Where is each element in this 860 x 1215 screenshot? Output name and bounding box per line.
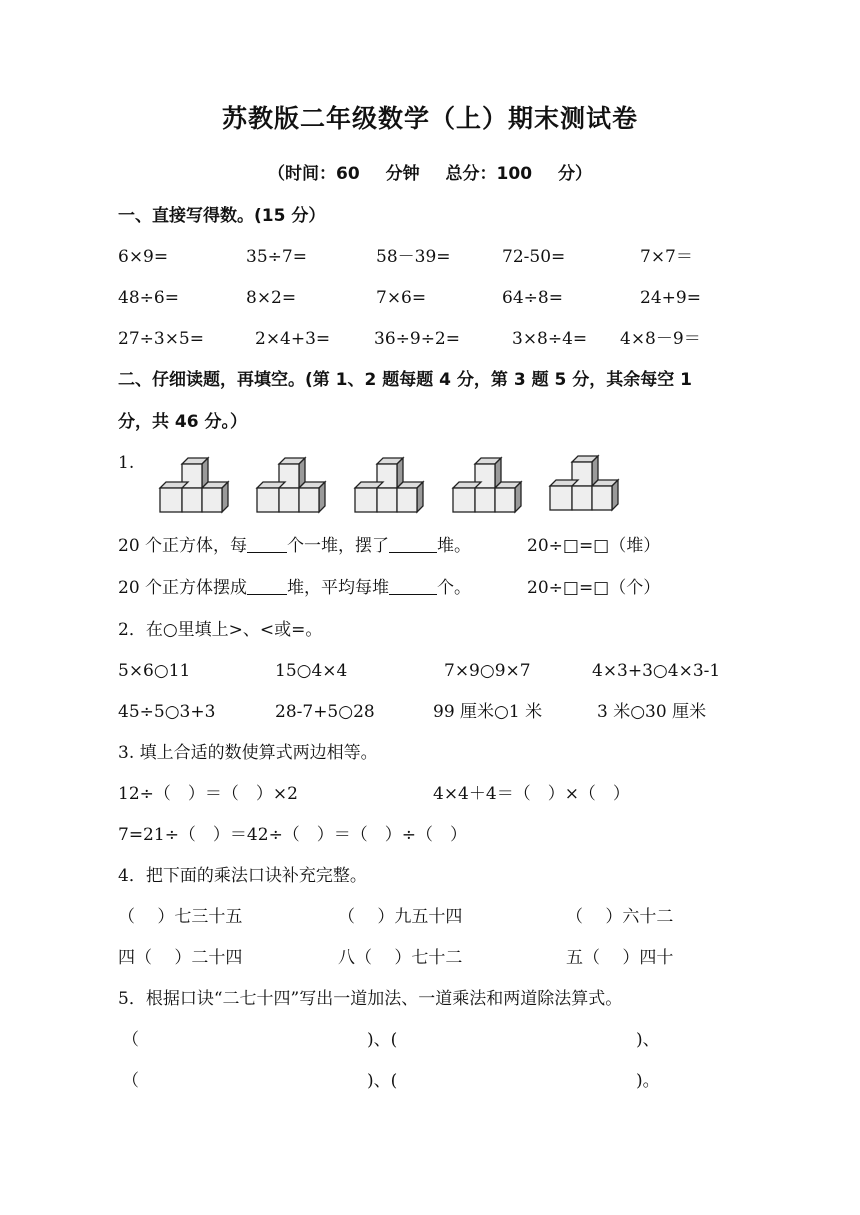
equation-fill: 4×4＋4＝（ ）×（ ） <box>433 784 630 804</box>
question-4-title: 4．把下面的乘法口诀补充完整。 <box>118 866 367 886</box>
section-2-heading-cont: 分，共 46 分。） <box>118 412 247 432</box>
answer-paren: )、 <box>636 1030 660 1050</box>
cube-piles-figure <box>158 452 628 516</box>
cube-pile <box>257 458 325 512</box>
page-title: 苏教版二年级数学（上）期末测试卷 <box>221 104 638 133</box>
answer-paren: )、( <box>367 1071 398 1091</box>
multiplication-rhyme: 四（ ）二十四 <box>118 948 243 968</box>
equation-fill: 12÷（ ）＝（ ）×2 <box>118 784 298 804</box>
calc-item: 7×7＝ <box>640 247 693 267</box>
exam-info: （时间：60 分钟 总分：100 分） <box>268 164 592 184</box>
calc-item: 35÷7= <box>246 247 307 267</box>
cube-pile <box>160 458 228 512</box>
multiplication-rhyme: （ ）七三十五 <box>118 907 243 927</box>
calc-item: 36÷9÷2= <box>374 329 460 349</box>
compare-item: 15○4×4 <box>275 661 348 681</box>
compare-item: 3 米○30 厘米 <box>597 702 707 722</box>
multiplication-rhyme: （ ）九五十四 <box>338 907 463 927</box>
cube-pile <box>355 458 423 512</box>
cube-pile <box>550 456 618 510</box>
multiplication-rhyme: 八（ ）七十二 <box>338 948 463 968</box>
calc-item: 48÷6= <box>118 288 179 308</box>
question-3-title: 3. 填上合适的数使算式两边相等。 <box>118 743 378 763</box>
compare-item: 99 厘米○1 米 <box>433 702 543 722</box>
answer-blank[interactable] <box>389 580 437 595</box>
section-2-heading: 二、仔细读题，再填空。(第 1、2 题每题 4 分，第 3 题 5 分，其余每空 1 <box>118 370 693 390</box>
question-2-title: 2．在○里填上>、<或=。 <box>118 620 323 640</box>
cube-pile <box>453 458 521 512</box>
calc-item: 7×6= <box>376 288 427 308</box>
calc-item: 72-50= <box>502 247 566 267</box>
calc-item: 4×8－9＝ <box>620 329 701 349</box>
question-1-line-1: 20 个正方体，每 个一堆，摆了 堆。 <box>118 536 472 556</box>
answer-blank[interactable] <box>247 580 287 595</box>
question-5-title: 5．根据口诀“二七十四”写出一道加法、一道乘法和两道除法算式。 <box>118 989 623 1009</box>
compare-item: 28-7+5○28 <box>275 702 375 722</box>
calc-item: 24+9= <box>640 288 701 308</box>
section-1-heading: 一、直接写得数。(15 分） <box>118 206 326 226</box>
answer-paren: )、( <box>367 1030 398 1050</box>
answer-paren: )。 <box>636 1071 660 1091</box>
compare-item: 45÷5○3+3 <box>118 702 216 722</box>
multiplication-rhyme: （ ）六十二 <box>566 907 674 927</box>
calc-item: 2×4+3= <box>255 329 331 349</box>
question-1-equation-1: 20÷□=□（堆） <box>527 536 661 556</box>
compare-item: 5×6○11 <box>118 661 191 681</box>
answer-paren: （ <box>122 1071 139 1091</box>
calc-item: 6×9= <box>118 247 169 267</box>
answer-paren: （ <box>122 1030 139 1050</box>
compare-item: 7×9○9×7 <box>444 661 531 681</box>
question-1-number: 1. <box>118 453 135 473</box>
answer-blank[interactable] <box>247 538 287 553</box>
calc-item: 58－39= <box>376 247 451 267</box>
question-1-equation-2: 20÷□=□（个） <box>527 578 661 598</box>
multiplication-rhyme: 五（ ）四十 <box>566 948 674 968</box>
calc-item: 64÷8= <box>502 288 563 308</box>
question-1-line-2: 20 个正方体摆成 堆，平均每堆 个。 <box>118 578 472 598</box>
calc-item: 8×2= <box>246 288 297 308</box>
equation-fill: 7=21÷（ ）＝42÷（ ）＝（ ）÷（ ） <box>118 825 468 845</box>
answer-blank[interactable] <box>389 538 437 553</box>
calc-item: 3×8÷4= <box>512 329 588 349</box>
compare-item: 4×3+3○4×3-1 <box>592 661 721 681</box>
calc-item: 27÷3×5= <box>118 329 204 349</box>
